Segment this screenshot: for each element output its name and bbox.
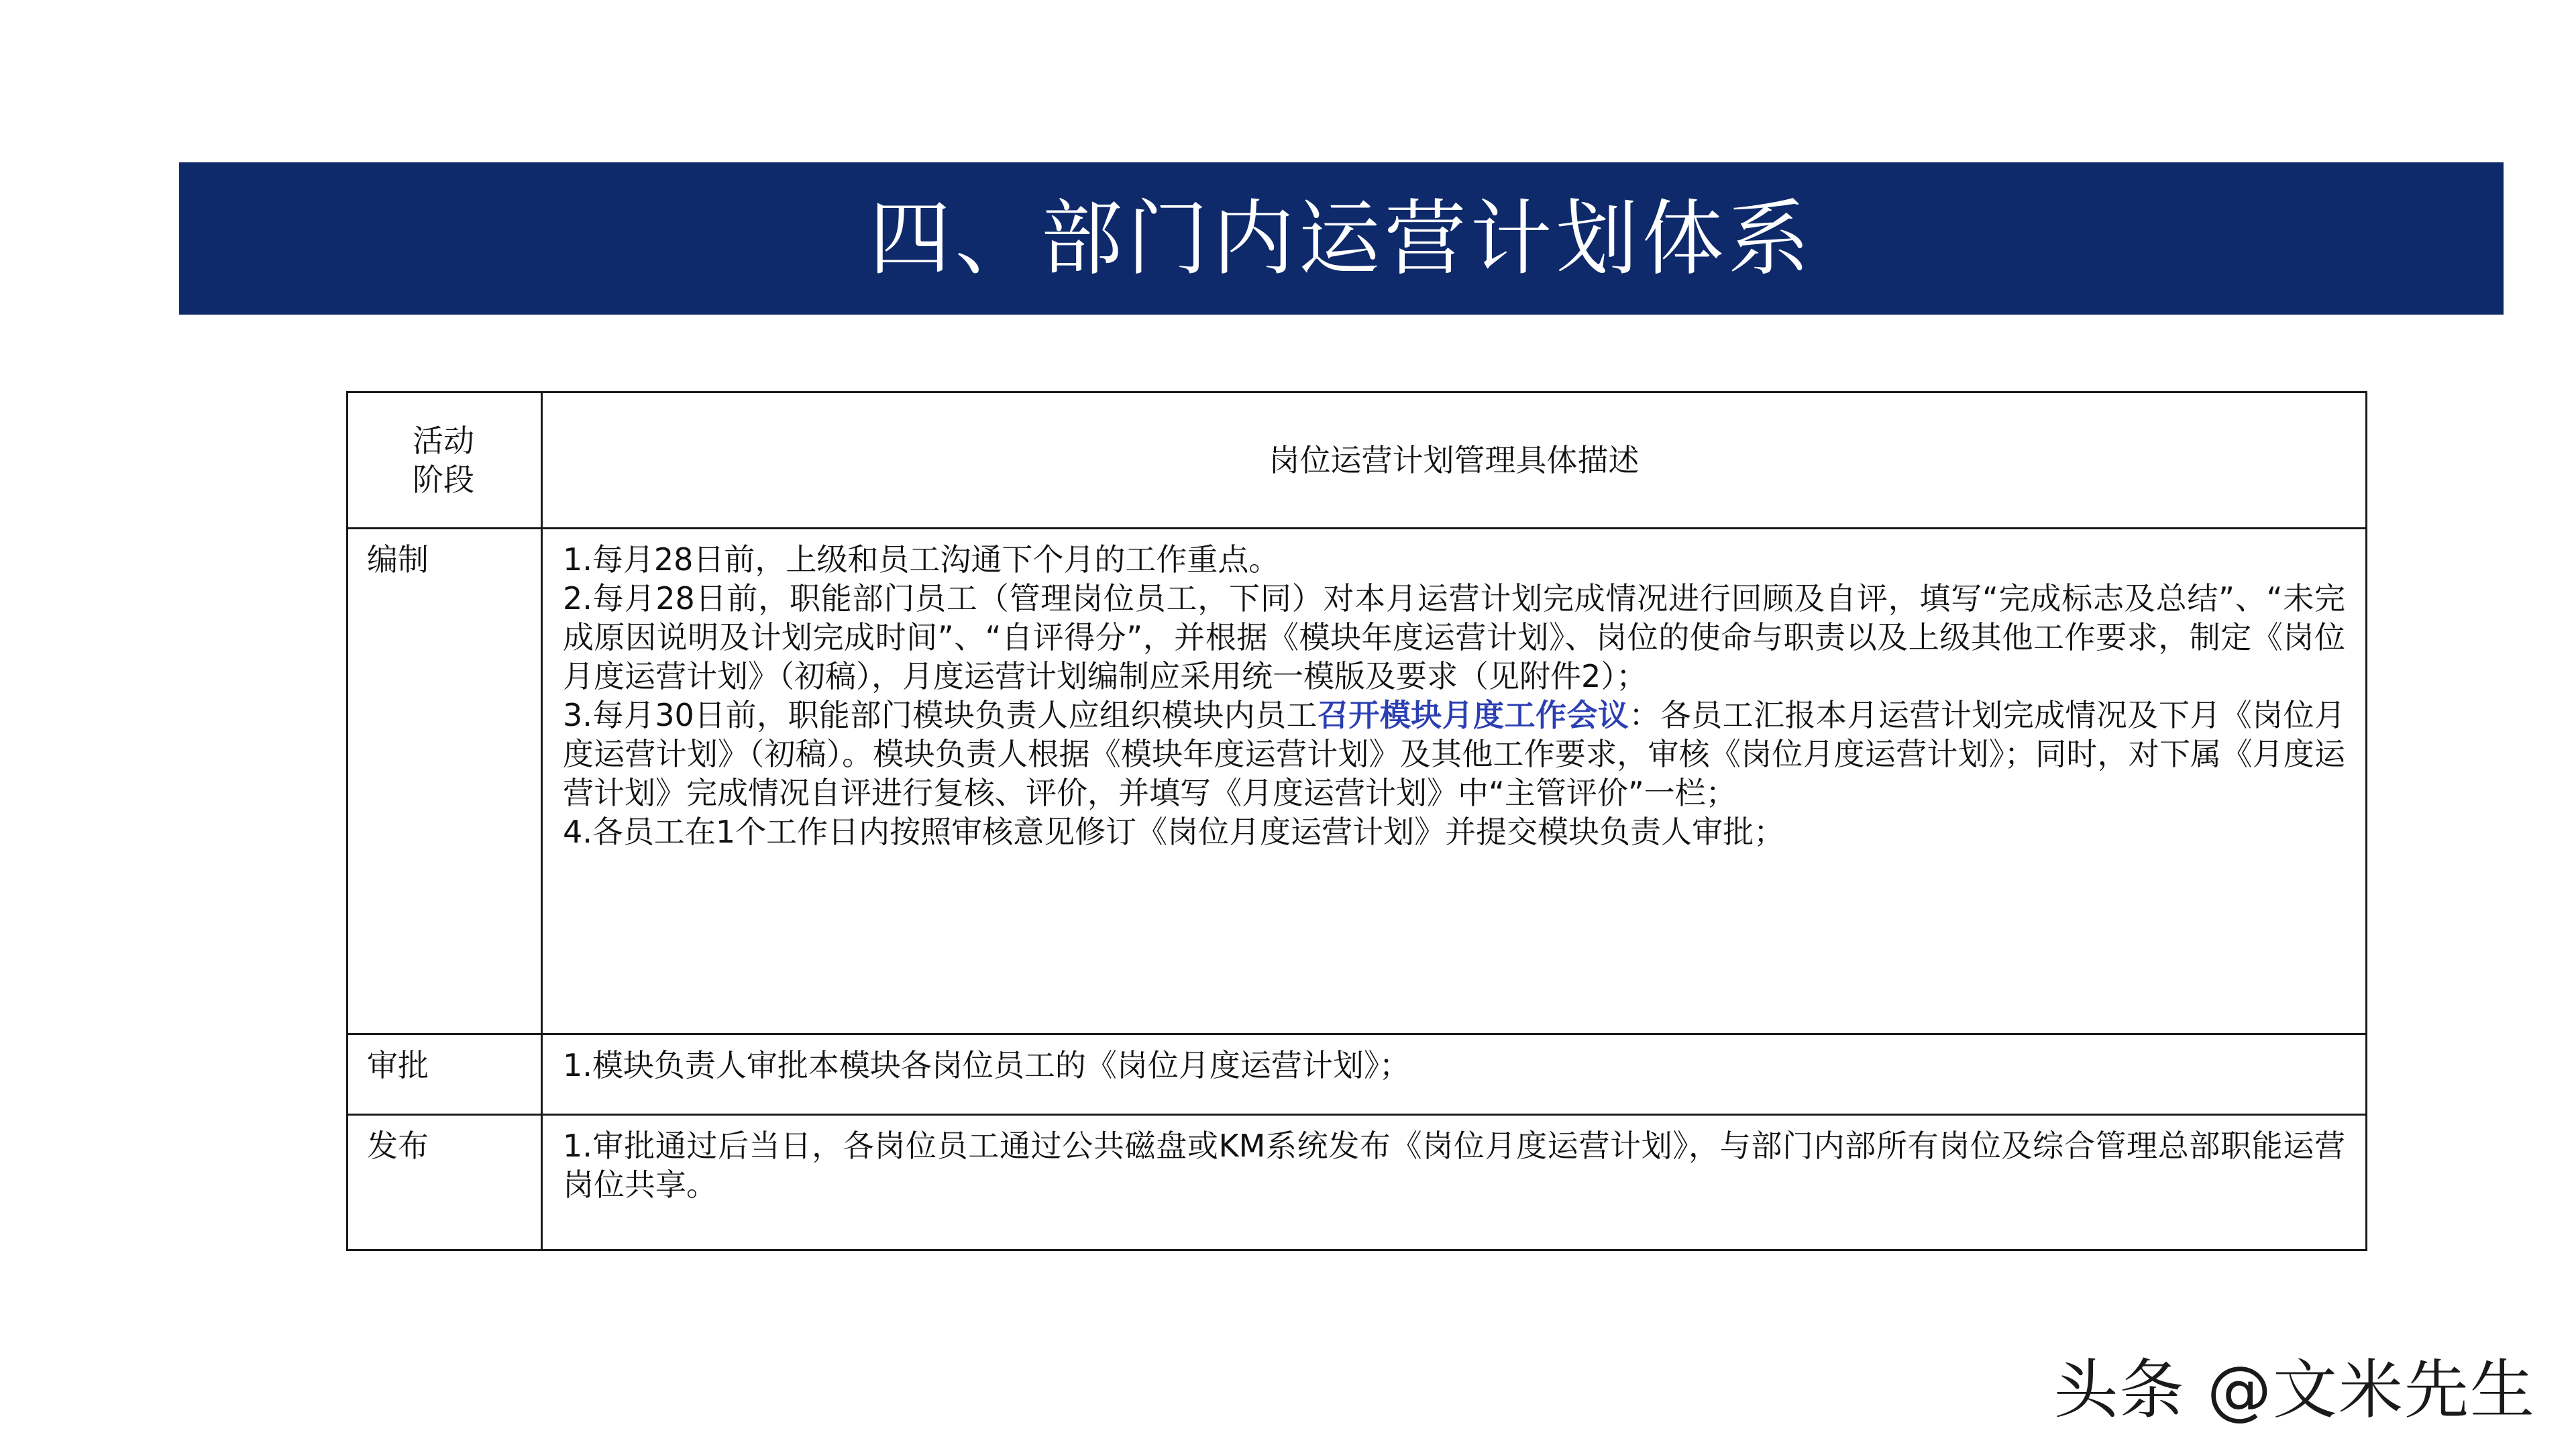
stage-cell-compile: 编制	[347, 529, 542, 1034]
stage-header-line1: 活动	[413, 423, 474, 459]
description-cell-approve	[542, 1034, 2367, 1115]
table-row-approve	[347, 1034, 2367, 1115]
stage-column-header	[347, 392, 542, 529]
watermark: 头条 @文米先生	[2053, 1352, 2536, 1428]
table-header-row	[347, 392, 2367, 529]
table-row-publish	[347, 1115, 2367, 1250]
compile-item-4: 4.各员工在1个工作日内按照审核意见修订《岗位月度运营计划》并提交模块负责人审批；	[563, 814, 1785, 850]
compile-item-3-intro: 3.每月30日前，职能部门模块负责人应组织模块内员工	[563, 697, 1318, 733]
monthly-meeting-highlight: 召开模块月度工作会议	[1317, 697, 1629, 733]
description-cell-compile	[542, 529, 2367, 1034]
title-banner	[179, 162, 2504, 315]
description-cell-publish	[542, 1115, 2367, 1250]
compile-item-1: 1.每月28日前，上级和员工沟通下个月的工作重点。	[563, 541, 1280, 578]
stage-cell-approve: 审批	[347, 1034, 542, 1115]
compile-item-3-detail: ：各员工汇报本月运营计划完成情况及下月《岗位月度运营计划》（初稿）。模块负责人根据《模块年度运营计划》及其他工作要求，审核《岗位月度运营计划》；同时，对下属《月度运营计划》完成情况自评进行复核、评价，并填写《月度运营计划》中“主管评价”一栏；	[563, 697, 2346, 811]
approve-item-1: 1.模块负责人审批本模块各岗位员工的《岗位月度运营计划》；	[563, 1047, 1410, 1083]
publish-item-1: 1.审批通过后当日，各岗位员工通过公共磁盘或KM系统发布《岗位月度运营计划》，与部门内部所有岗位及综合管理总部职能运营岗位共享。	[563, 1128, 2345, 1203]
operation-plan-table	[346, 391, 2367, 1251]
description-column-header: 岗位运营计划管理具体描述	[542, 392, 2367, 529]
stage-header-line2: 阶段	[413, 462, 474, 498]
compile-item-2: 2.每月28日前，职能部门员工（管理岗位员工，下同）对本月运营计划完成情况进行回顾及自评，填写“完成标志及总结”、“未完成原因说明及计划完成时间”、“自评得分”，并根据《模块年度运营计划》、岗位的使命与职责以及上级其他工作要求，制定《岗位月度运营计划》（初稿），月度运营计划编制应采用统一模版及要求（见附件2）；	[563, 580, 2345, 694]
compile-item-3	[563, 696, 2345, 812]
table-row-compile	[347, 529, 2367, 1034]
page-title: 四、部门内运营计划体系	[869, 191, 1814, 286]
stage-cell-publish: 发布	[347, 1115, 542, 1250]
